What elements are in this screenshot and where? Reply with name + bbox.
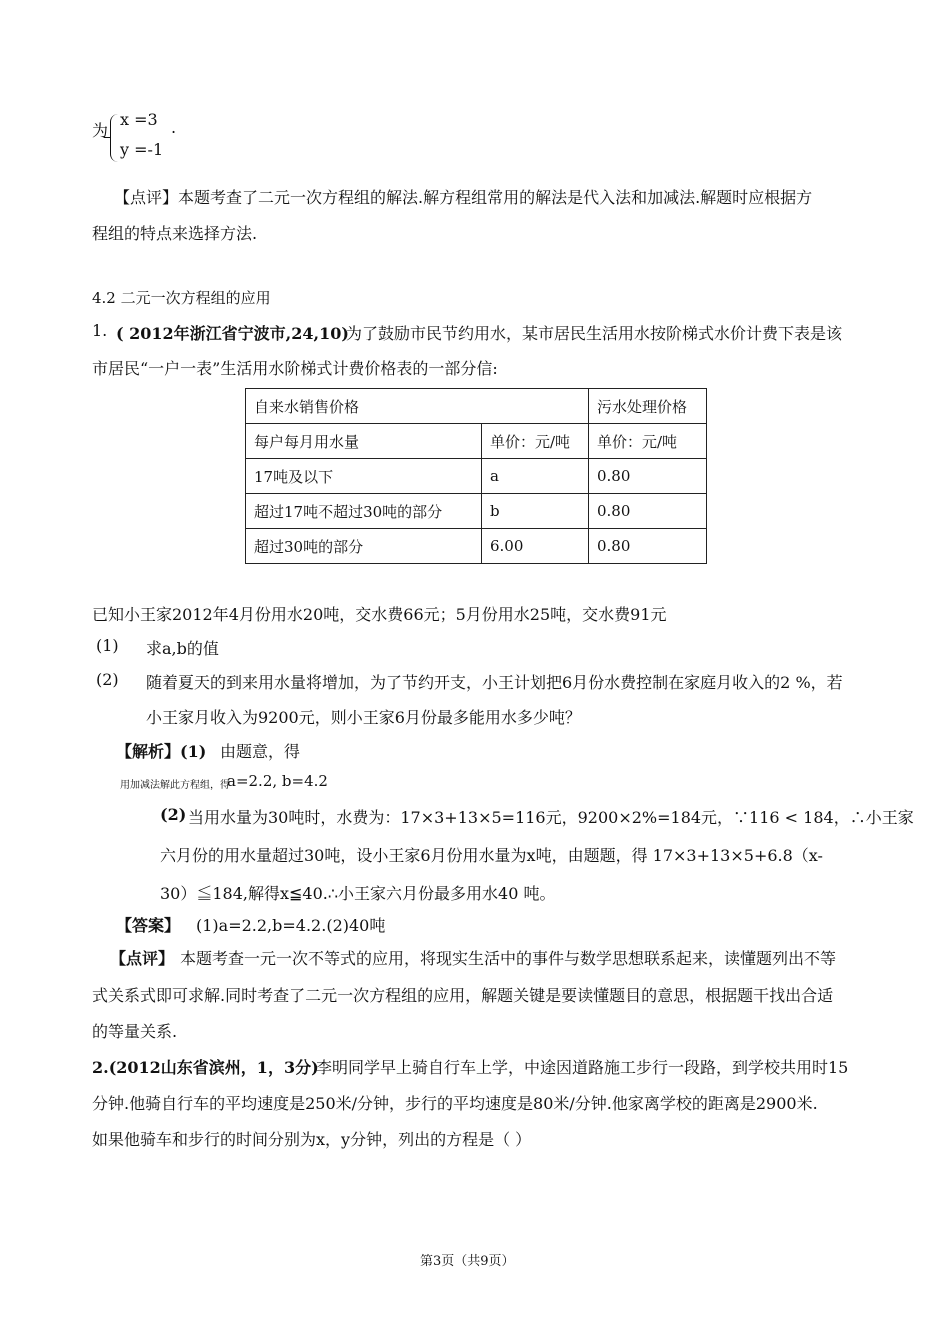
problem2-line2: 分钟.他骑自行车的平均速度是250米/分钟，步行的平均速度是80米/分钟.他家离学校的距离是2900米. [92,1094,818,1113]
table-cell: b [482,494,589,529]
review2-line2: 式关系式即可求解.同时考查了二元一次方程组的应用，解题关键是要读懂题目的意思，根据题干找出合适 [92,986,834,1005]
page-footer: 第3页（共9页） [420,1254,515,1269]
question2-number: (2) [96,670,119,689]
table-cell: 0.80 [589,494,707,529]
part2-label: (2) [160,805,187,824]
solution-period: . [171,118,177,137]
part2-line3: 30）≦184,解得x≦40.∴小王家六月份最多用水40 吨。 [160,884,556,903]
review1-line2: 程组的特点来选择方法. [92,224,258,243]
question1-text: 求a,b的值 [146,639,219,658]
analysis-result: a=2.2, b=4.2 [227,772,328,790]
answer-text: (1)a=2.2,b=4.2.(2)40吨 [196,916,386,935]
table-cell: 0.80 [589,459,707,494]
question2-line1: 随着夏天的到来用水量将增加，为了节约开支，小王计划把6月份水费控制在家庭月收入的2 %，若 [146,673,843,692]
question2-line2: 小王家月收入为9200元，则小王家6月份最多能用水多少吨？ [146,708,581,727]
table-subheader-sewage-price: 单价：元/吨 [589,424,707,459]
table-row [246,389,707,424]
table-subheader-usage: 每户每月用水量 [246,424,482,459]
part2-line1: 当用水量为30吨时，水费为：17×3+13×5=116元，9200×2%=184元，∵116 < 184，∴小王家 [188,808,914,827]
table-header-sewage: 污水处理价格 [589,389,707,424]
table-cell: 6.00 [482,529,589,564]
water-price-table [245,388,707,564]
known-conditions: 已知小王家2012年4月份用水20吨，交水费66元；5月份用水25吨，交水费91元 [92,605,667,624]
equation-y: y =-1 [120,140,164,159]
table-cell: 超过30吨的部分 [246,529,482,564]
system-brace-tip [104,137,110,138]
problem2-line3: 如果他骑车和步行的时间分别为x，y分钟，列出的方程是（ ） [92,1130,532,1149]
table-row [246,459,707,494]
problem1-number: 1. [92,321,108,340]
solution-prefix: 为 [92,121,109,140]
table-cell: 17吨及以下 [246,459,482,494]
section-heading: 4.2 二元一次方程组的应用 [92,289,271,307]
review1-line1: 【点评】本题考查了二元一次方程组的解法.解方程组常用的解法是代入法和加减法.解题时应根据方 [114,188,813,207]
problem1-source: ( 2012年浙江省宁波市,24,10) [116,324,349,343]
problem2-line1: 李明同学早上骑自行车上学，中途因道路施工步行一段路，到学校共用时15 [316,1058,849,1077]
problem2-source: 2.(2012山东省滨州，1，3分) [92,1058,319,1077]
analysis-small-note: 用加减法解此方程组，得 [120,780,230,791]
table-cell: a [482,459,589,494]
review2-line1: 本题考查一元一次不等式的应用，将现实生活中的事件与数学思想联系起来，读懂题列出不等 [180,949,837,968]
analysis-label: 【解析】(1) [116,742,207,761]
problem1-stem-line2: 市居民“一户一表”生活用水阶梯式计费价格表的一部分信: [92,359,498,378]
answer-label: 【答案】 [116,916,181,935]
table-subheader-unit-price: 单价：元/吨 [482,424,589,459]
table-cell: 0.80 [589,529,707,564]
question1-number: (1) [96,636,119,655]
review2-line3: 的等量关系. [92,1022,178,1041]
part2-line2: 六月份的用水量超过30吨，设小王家6月份用水量为x吨，由题题，得 17×3+13×5+6.8（x- [160,846,823,865]
equation-x: x =3 [120,110,158,129]
review2-label: 【点评】 [110,949,175,968]
table-row [246,529,707,564]
problem1-stem-line1: 为了鼓励市民节约用水，某市居民生活用水按阶梯式水价计费下表是该 [346,324,843,343]
table-row [246,494,707,529]
analysis-part1: 由题意，得 [220,742,301,761]
table-cell: 超过17吨不超过30吨的部分 [246,494,482,529]
system-brace [110,114,119,162]
table-row [246,424,707,459]
table-header-tap-water: 自来水销售价格 [246,389,589,424]
